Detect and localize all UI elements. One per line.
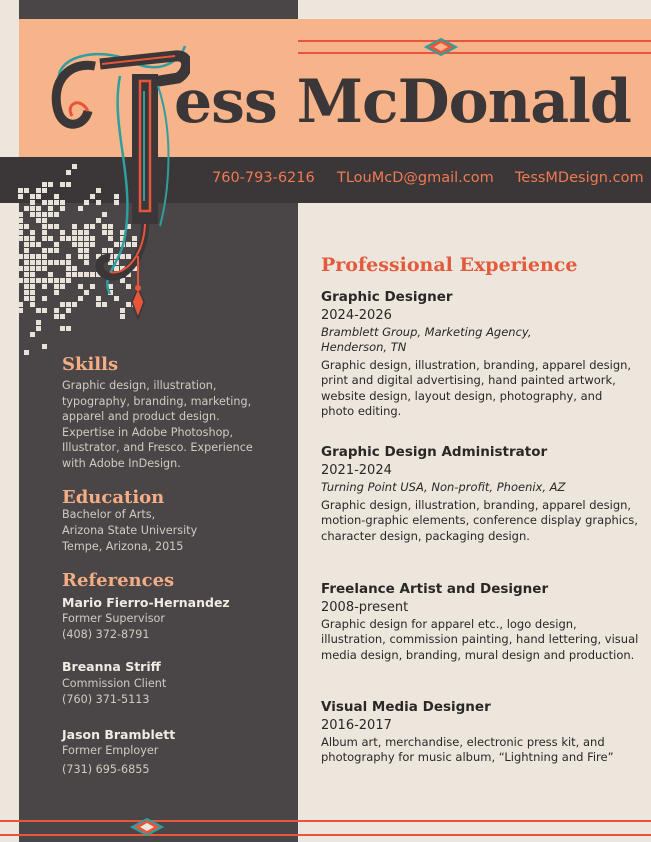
pixel-pattern-cell	[30, 230, 35, 235]
reference-phone: (760) 371-5113	[62, 693, 150, 706]
education-line-3: Tempe, Arizona, 2015	[62, 540, 184, 553]
pixel-pattern-cell	[24, 224, 29, 229]
pixel-pattern-cell	[24, 206, 29, 211]
footer-stripe-top	[0, 820, 651, 822]
job-years: 2024-2026	[321, 308, 392, 323]
job-entry	[321, 581, 639, 663]
pixel-pattern-cell	[18, 302, 23, 307]
pixel-pattern-cell	[18, 266, 23, 271]
pixel-pattern-cell	[42, 344, 47, 349]
pixel-pattern-cell	[18, 236, 23, 241]
job-description: Graphic design, illustration, branding, apparel design, motion-graphic elements, conference display graphics, character design, packaging design.	[321, 498, 638, 543]
job-organization: Turning Point USA, Non-profit, Phoenix, AZ	[321, 480, 566, 494]
pixel-pattern-cell	[24, 242, 29, 247]
decorative-initial-t-icon	[40, 26, 190, 326]
phone-number: 760-793-6216	[212, 170, 315, 186]
job-entry	[321, 444, 639, 544]
pixel-pattern-cell	[30, 284, 35, 289]
reference-role: Former Employer	[62, 744, 159, 757]
pixel-pattern-cell	[30, 266, 35, 271]
pixel-pattern-cell	[30, 200, 35, 205]
reference-phone: (408) 372-8791	[62, 628, 150, 641]
pixel-pattern-cell	[24, 188, 29, 193]
job-title: Graphic Design Administrator	[321, 444, 548, 460]
pixel-pattern-cell	[36, 326, 41, 331]
education-line-1: Bachelor of Arts,	[62, 508, 156, 521]
pixel-pattern-cell	[30, 290, 35, 295]
reference-name: Breanna Striff	[62, 659, 161, 674]
education-line-2: Arizona State University	[62, 524, 198, 537]
references-heading: References	[62, 570, 175, 591]
reference-name: Jason Bramblett	[62, 727, 176, 742]
pixel-pattern-cell	[18, 278, 23, 283]
pixel-pattern-cell	[18, 224, 23, 229]
diamond-ornament-icon	[130, 818, 164, 836]
pixel-pattern-cell	[24, 236, 29, 241]
job-years: 2016-2017	[321, 718, 392, 733]
job-title: Graphic Designer	[321, 289, 453, 305]
pixel-pattern-cell	[30, 278, 35, 283]
job-description: Graphic design, illustration, branding, apparel design, print and digital advertising, hand painted artwork, website design, layout design, photography, and photo editing.	[321, 358, 632, 418]
job-entry	[321, 699, 639, 766]
pixel-pattern-cell	[24, 266, 29, 271]
pixel-pattern-cell	[66, 326, 71, 331]
job-title: Visual Media Designer	[321, 699, 491, 715]
pixel-pattern-cell	[18, 230, 23, 235]
pixel-pattern-cell	[30, 236, 35, 241]
job-years: 2008-present	[321, 600, 409, 615]
job-description: Graphic design for apparel etc., logo design, illustration, commission painting, hand lettering, visual media design, branding, mural design and production.	[321, 617, 639, 662]
job-organization: Bramblett Group, Marketing Agency, Henderson, TN	[321, 325, 532, 354]
pixel-pattern-cell	[30, 254, 35, 259]
pixel-pattern-cell	[30, 206, 35, 211]
pixel-pattern-cell	[18, 308, 23, 313]
pixel-pattern-cell	[30, 260, 35, 265]
pixel-pattern-cell	[30, 332, 35, 337]
pixel-pattern-cell	[60, 326, 65, 331]
diamond-ornament-icon	[424, 38, 458, 56]
pixel-pattern-cell	[24, 272, 29, 277]
pixel-pattern-cell	[30, 194, 35, 199]
job-title: Freelance Artist and Designer	[321, 581, 549, 597]
reference-name: Mario Fierro-Hernandez	[62, 595, 230, 610]
reference-role: Commission Client	[62, 677, 167, 690]
reference-phone: (731) 695-6855	[62, 763, 150, 776]
pixel-pattern-cell	[24, 284, 29, 289]
job-entry	[321, 289, 639, 419]
pixel-pattern-cell	[18, 212, 23, 217]
pixel-pattern-cell	[30, 272, 35, 277]
pixel-pattern-cell	[18, 254, 23, 259]
experience-heading: Professional Experience	[321, 254, 578, 276]
header-stripe-top	[298, 40, 651, 42]
pixel-pattern-cell	[24, 260, 29, 265]
pixel-pattern-cell	[24, 248, 29, 253]
pixel-pattern-cell	[24, 278, 29, 283]
pixel-pattern-cell	[24, 290, 29, 295]
pixel-pattern-cell	[30, 302, 35, 307]
pixel-pattern-cell	[30, 242, 35, 247]
candidate-name: ess McDonald	[174, 67, 631, 137]
pixel-pattern-cell	[30, 212, 35, 217]
job-years: 2021-2024	[321, 463, 392, 478]
pixel-pattern-cell	[24, 296, 29, 301]
skills-text: Graphic design, illustration, typography, branding, marketing, apparel and product design. Expertise in Adobe Photoshop, Illustrator, and Fresco. Experience with Adobe InDesign.	[62, 379, 253, 470]
pixel-pattern-cell	[30, 296, 35, 301]
education-heading: Education	[62, 487, 165, 508]
pixel-pattern-cell	[24, 254, 29, 259]
email-address[interactable]: TLouMcD@gmail.com	[337, 170, 494, 186]
header-stripe-bottom	[298, 52, 651, 54]
pixel-pattern-cell	[18, 218, 23, 223]
skills-heading: Skills	[62, 354, 119, 375]
pixel-pattern-cell	[18, 194, 23, 199]
footer-stripe-bottom	[0, 834, 651, 836]
website-link[interactable]: TessMDesign.com	[515, 170, 644, 186]
pixel-pattern-cell	[18, 188, 23, 193]
job-description: Album art, merchandise, electronic press kit, and photography for music album, “Lightning and Fire”	[321, 735, 614, 765]
reference-role: Former Supervisor	[62, 612, 165, 625]
pixel-pattern-cell	[24, 350, 29, 355]
